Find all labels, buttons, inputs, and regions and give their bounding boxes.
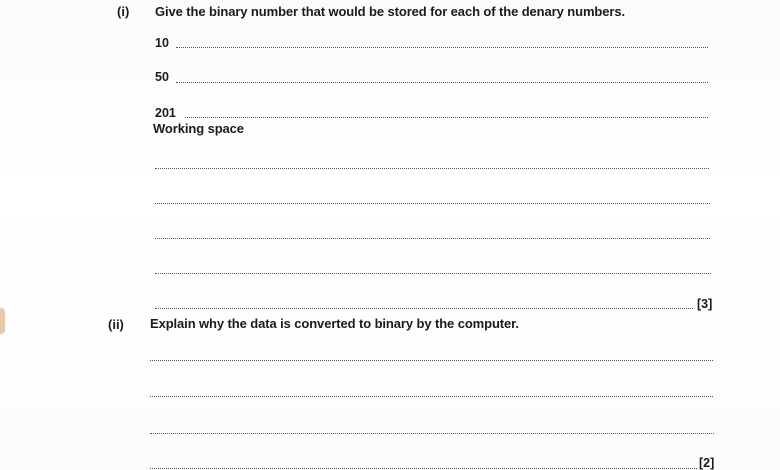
- working-line-4[interactable]: [155, 273, 711, 274]
- working-line-1[interactable]: [155, 168, 709, 169]
- part-ii-label: (ii): [108, 317, 124, 332]
- explain-line-2[interactable]: [150, 396, 713, 397]
- part-i-marks: [3]: [697, 297, 713, 311]
- denary-number-50: 50: [155, 70, 169, 84]
- page-edge-shadow: [0, 308, 5, 334]
- explain-line-3[interactable]: [150, 433, 714, 434]
- denary-number-10: 10: [155, 36, 169, 50]
- working-line-2[interactable]: [155, 203, 710, 204]
- working-space-label: Working space: [153, 121, 244, 136]
- answer-line-201[interactable]: [185, 117, 708, 118]
- denary-number-201: 201: [155, 106, 176, 120]
- part-i-label: (i): [117, 4, 130, 19]
- part-i-question: Give the binary number that would be stored for each of the denary numbers.: [155, 4, 625, 19]
- explain-line-4[interactable]: [150, 468, 697, 469]
- answer-line-10[interactable]: [176, 47, 708, 48]
- part-ii-marks: [2]: [699, 456, 715, 470]
- working-line-5[interactable]: [155, 308, 693, 309]
- answer-line-50[interactable]: [176, 82, 708, 83]
- part-ii-question: Explain why the data is converted to binary by the computer.: [150, 316, 519, 331]
- working-line-3[interactable]: [155, 238, 710, 239]
- explain-line-1[interactable]: [150, 360, 713, 361]
